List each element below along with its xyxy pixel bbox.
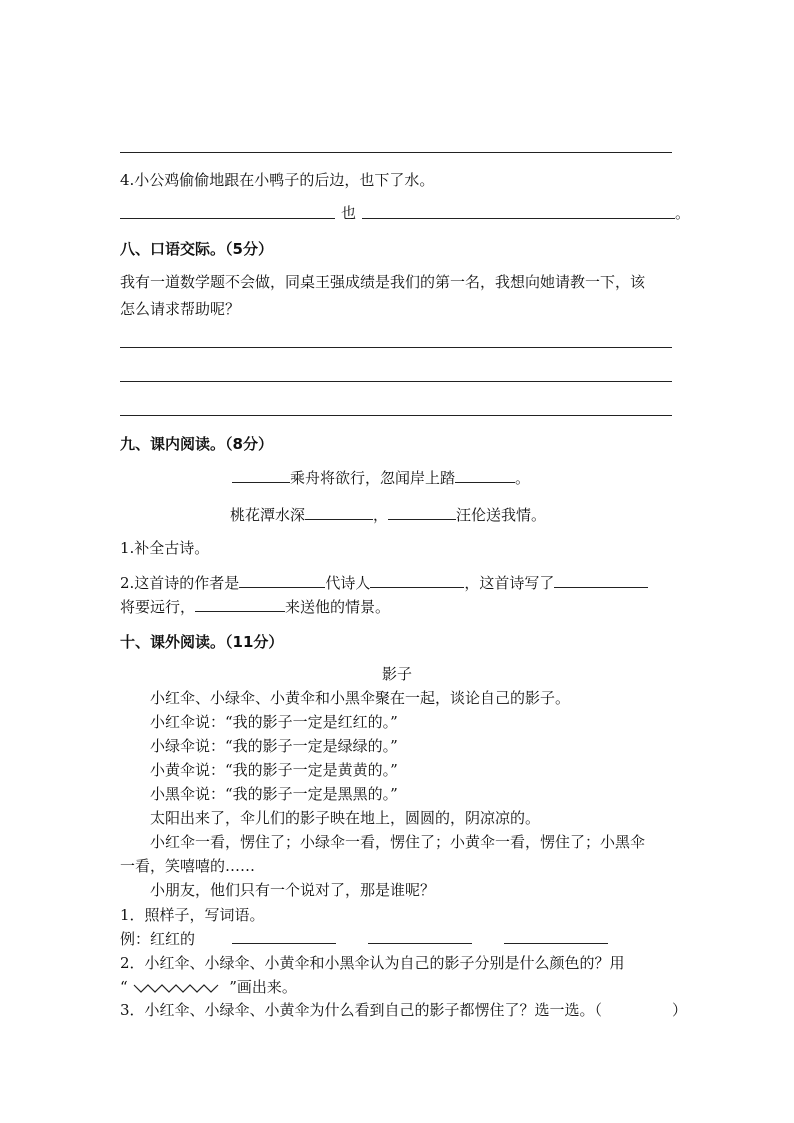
poem-blank[interactable] (455, 467, 515, 483)
section-10-q3: 3．小红伞、小绿伞、小黄伞为什么看到自己的影子都愣住了？选一选。（ (120, 1001, 603, 1019)
q2-text-b: 代诗人 (325, 574, 371, 592)
section-10-q2-line1: 2．小红伞、小绿伞、小黄伞和小黑伞认为自己的影子分别是什么颜色的？用 (120, 954, 625, 972)
poem-line-2-end: 汪伦送我情。 (456, 506, 547, 524)
poem-line-2-comma: ， (373, 506, 389, 524)
poem-line-1 (232, 467, 530, 488)
q2-text-c: ，这首诗写了 (464, 574, 555, 592)
poem-blank[interactable] (232, 467, 290, 483)
story-paragraph: 小红伞、小绿伞、小黄伞和小黑伞聚在一起，谈论自己的影子。 (150, 689, 571, 707)
answer-line (120, 381, 672, 382)
poem-blank[interactable] (305, 504, 373, 520)
section-10-q1: 1．照样子，写词语。 (120, 906, 265, 924)
section-9-heading: 九、课内阅读。（8分） (120, 435, 273, 453)
answer-blank[interactable] (370, 572, 464, 588)
quote-close: ”画出来。 (229, 978, 297, 996)
poem-line-1-text: 乘舟将欲行，忽闻岸上踏 (290, 469, 456, 487)
section-10-heading: 十、课外阅读。（11分） (120, 633, 284, 651)
section-10-q3-close: ） (672, 1001, 688, 1019)
section-9-q1: 1.补全古诗。 (120, 539, 210, 557)
story-paragraph: 小黑伞说：“我的影子一定是黑黑的。” (150, 785, 398, 803)
answer-line (120, 415, 672, 416)
poem-line-2 (230, 504, 546, 525)
section-9-q2-line2 (120, 596, 390, 617)
story-paragraph: 小红伞说：“我的影子一定是红红的。” (150, 713, 398, 731)
q2-text-e: 来送他的情景。 (285, 598, 391, 616)
section-9-q2-line1 (120, 572, 648, 593)
answer-blank[interactable] (239, 572, 325, 588)
answer-blank[interactable] (554, 572, 648, 588)
story-paragraph: 小红伞一看，愣住了；小绿伞一看，愣住了；小黄伞一看，愣住了；小黑伞 (150, 833, 646, 851)
story-title: 影子 (382, 665, 413, 683)
section-8-prompt-line1: 我有一道数学题不会做，同桌王强成绩是我们的第一名，我想向她请教一下，该 (120, 273, 646, 291)
section-10-example: 例：红红的 (120, 930, 196, 948)
story-paragraph: 太阳出来了，伞儿们的影子映在地上，圆圆的，阴凉凉的。 (150, 809, 541, 827)
story-paragraph: 小黄伞说：“我的影子一定是黄黄的。” (150, 761, 398, 779)
answer-blank[interactable] (195, 596, 285, 612)
story-paragraph: 小绿伞说：“我的影子一定是绿绿的。” (150, 737, 398, 755)
story-paragraph: 小朋友，他们只有一个说对了，那是谁呢？ (150, 881, 436, 899)
answer-line (232, 943, 336, 944)
section-8-heading: 八、口语交际。（5分） (120, 240, 273, 258)
q2-text-a: 2.这首诗的作者是 (120, 574, 240, 592)
answer-line (120, 152, 672, 153)
q4-middle-word: 也 (341, 204, 357, 222)
q4-end-mark: 。 (675, 204, 691, 222)
answer-line (362, 218, 675, 219)
answer-line (120, 218, 335, 219)
wavy-line-icon (132, 981, 224, 995)
quote-open: “ (120, 978, 128, 996)
story-paragraph: 一看，笑嘻嘻的…… (120, 857, 256, 875)
answer-line (368, 943, 472, 944)
section-8-prompt-line2: 怎么请求帮助呢？ (120, 300, 241, 318)
q2-text-d: 将要远行， (120, 598, 196, 616)
q4-sentence: 4.小公鸡偷偷地跟在小鸭子的后边，也下了水。 (120, 171, 435, 189)
answer-line (120, 347, 672, 348)
poem-blank[interactable] (388, 504, 456, 520)
section-10-q2-line2 (120, 977, 297, 997)
answer-line (504, 943, 608, 944)
poem-line-2-start: 桃花潭水深 (230, 506, 306, 524)
poem-line-1-end: 。 (515, 469, 531, 487)
